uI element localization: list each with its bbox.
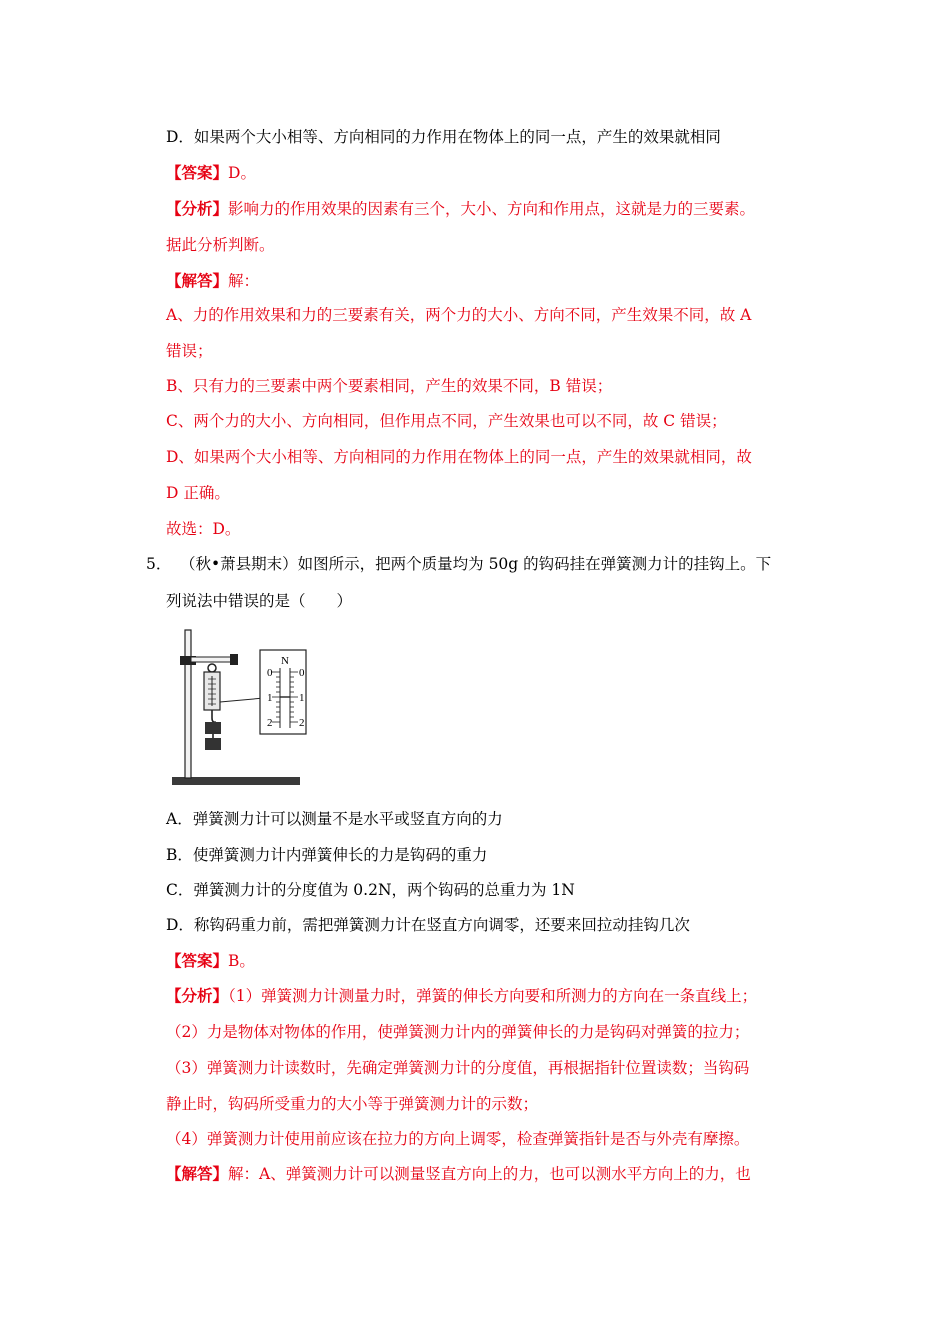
q4-choose: 故选：D。 bbox=[166, 520, 241, 538]
solution-tag: 【解答】 bbox=[166, 271, 229, 290]
weight-bottom bbox=[205, 738, 221, 750]
stand-rod bbox=[185, 630, 191, 778]
q5-stem-1: （秋•萧县期末）如图所示，把两个质量均为 50g 的钩码挂在弹簧测力计的挂钩上。下 bbox=[180, 555, 772, 573]
q4-answer bbox=[166, 163, 256, 183]
unit-label: N bbox=[281, 655, 289, 667]
q4-solution-d-2: D 正确。 bbox=[166, 484, 230, 502]
q4-solution-d-1: D、如果两个大小相等、方向相同的力作用在物体上的同一点，产生的效果就相同，故 bbox=[166, 448, 752, 466]
tick-label-right-2: 2 bbox=[299, 717, 305, 729]
weight-top bbox=[205, 722, 221, 734]
q4-solution-b: B、只有力的三要素中两个要素相同，产生的效果不同，B 错误； bbox=[166, 377, 613, 395]
tick-label-left-1: 1 bbox=[267, 692, 273, 704]
scale-hook bbox=[212, 710, 216, 722]
q4-analysis-line-2: 据此分析判断。 bbox=[166, 236, 275, 254]
horizontal-arm bbox=[191, 657, 233, 662]
zoom-connector bbox=[220, 698, 264, 702]
answer-tag: 【答案】 bbox=[166, 163, 229, 182]
q5-analysis-line-2: （2）力是物体对物体的作用，使弹簧测力计内的弹簧伸长的力是钩码对弹簧的拉力； bbox=[166, 1023, 750, 1041]
tick-label-right-1: 1 bbox=[299, 692, 305, 704]
q4-option-d: D．如果两个大小相等、方向相同的力作用在物体上的同一点，产生的效果就相同 bbox=[166, 128, 721, 146]
tick-label-right-0: 0 bbox=[299, 667, 305, 679]
q4-analysis-line-1 bbox=[166, 199, 755, 219]
answer-tag: 【答案】 bbox=[166, 951, 229, 970]
q5-analysis-line-4: 静止时，钩码所受重力的大小等于弹簧测力计的示数； bbox=[166, 1095, 539, 1113]
q5-option-c: C．弹簧测力计的分度值为 0.2N，两个钩码的总重力为 1N bbox=[166, 881, 575, 899]
q5-option-d: D．称钩码重力前，需把弹簧测力计在竖直方向调零，还要来回拉动挂钩几次 bbox=[166, 916, 690, 934]
q5-option-a: A．弹簧测力计可以测量不是水平或竖直方向的力 bbox=[166, 810, 503, 828]
q5-stem-2: 列说法中错误的是（ ） bbox=[166, 592, 353, 610]
spring-scale-figure bbox=[168, 624, 308, 792]
answer-value: B。 bbox=[228, 952, 255, 970]
q5-analysis-line-1 bbox=[166, 986, 757, 1006]
analysis-tag: 【分析】 bbox=[166, 199, 229, 218]
q5-answer bbox=[166, 951, 255, 971]
tick-label-left-0: 0 bbox=[267, 667, 273, 679]
analysis-text: 影响力的作用效果的因素有三个，大小、方向和作用点，这就是力的三要素。 bbox=[228, 200, 756, 218]
q4-solution-c: C、两个力的大小、方向相同，但作用点不同，产生效果也可以不同，故 C 错误； bbox=[166, 412, 727, 430]
q4-solution-a-1: A、力的作用效果和力的三要素有关，两个力的大小、方向不同，产生效果不同，故 A bbox=[166, 306, 752, 324]
q5-analysis-line-5: （4）弹簧测力计使用前应该在拉力的方向上调零，检查弹簧指针是否与外壳有摩擦。 bbox=[166, 1130, 750, 1148]
hanging-ring bbox=[208, 664, 216, 672]
analysis-tag: 【分析】 bbox=[166, 986, 229, 1005]
q4-solution-a-2: 错误； bbox=[166, 342, 213, 360]
q5-solution-line-1 bbox=[166, 1164, 751, 1184]
solution-tag: 【解答】 bbox=[166, 1164, 229, 1183]
tick-label-left-2: 2 bbox=[267, 717, 273, 729]
q5-option-b: B．使弹簧测力计内弹簧伸长的力是钩码的重力 bbox=[166, 846, 488, 864]
solution-text: 解： bbox=[228, 272, 260, 290]
q5-analysis-line-3: （3）弹簧测力计读数时，先确定弹簧测力计的分度值，再根据指针位置读数；当钩码 bbox=[166, 1059, 750, 1077]
q4-solution-header bbox=[166, 271, 259, 291]
q5-number: 5． bbox=[146, 555, 172, 573]
solution-text: 解：A、弹簧测力计可以测量竖直方向上的力，也可以测水平方向上的力，也 bbox=[228, 1165, 751, 1183]
analysis-text: （1）弹簧测力计测量力时，弹簧的伸长方向要和所测力的方向在一条直线上； bbox=[228, 987, 758, 1005]
arm-knob bbox=[230, 654, 238, 665]
answer-value: D。 bbox=[228, 164, 256, 182]
